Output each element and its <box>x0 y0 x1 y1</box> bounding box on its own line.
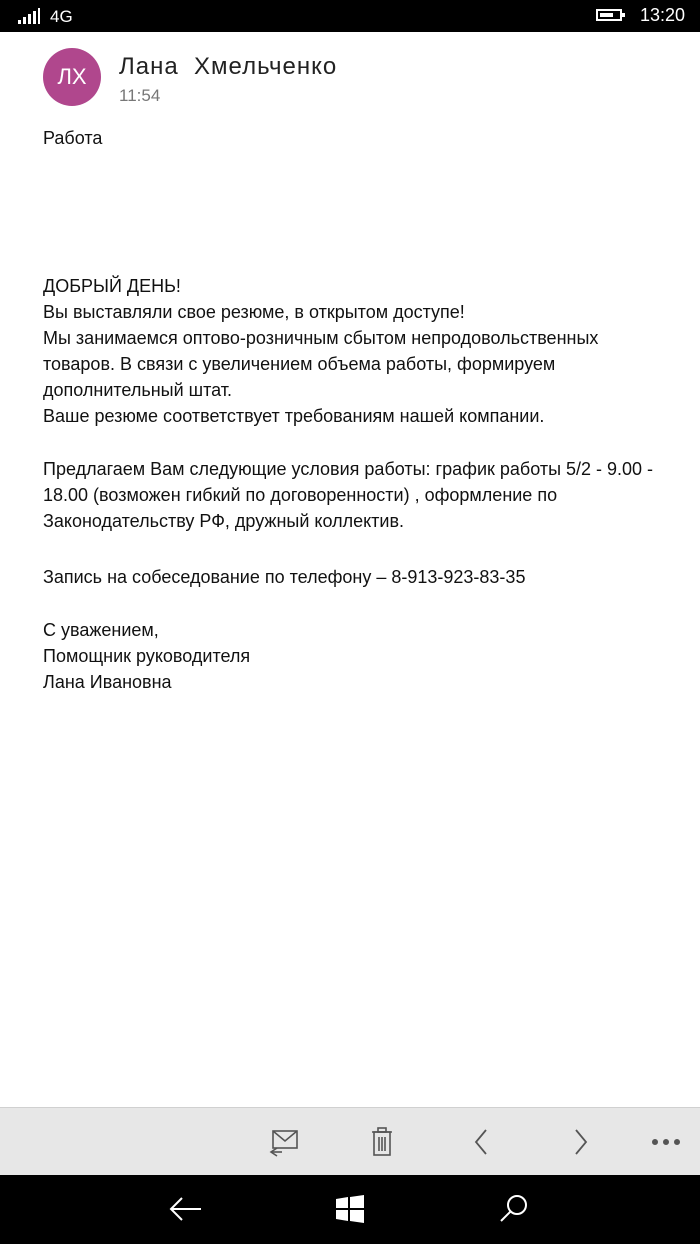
search-icon[interactable] <box>490 1187 538 1231</box>
signal-strength-icon <box>18 8 40 24</box>
body-line: Вы выставляли свое резюме, в открытом доступе! <box>43 302 465 322</box>
body-line: Мы занимаемся оптово-розничным сбытом непродовольственных товаров. В связи с увеличением объема работы, формируем дополнительный штат. <box>43 328 599 400</box>
sent-time: 11:54 <box>119 86 161 105</box>
email-body-offer <box>43 456 668 534</box>
back-icon[interactable] <box>162 1187 210 1231</box>
email-signature <box>43 617 668 695</box>
status-clock: 13:20 <box>640 5 686 25</box>
reply-icon[interactable] <box>262 1120 306 1164</box>
email-body-intro <box>43 273 668 429</box>
windows-start-icon[interactable] <box>326 1187 374 1231</box>
status-bar <box>0 0 700 32</box>
body-line: Ваше резюме соответствует требованиям нашей компании. <box>43 406 545 426</box>
battery-icon <box>596 9 622 21</box>
signature-name: Лана Ивановна <box>43 672 172 692</box>
offer-paragraph: Предлагаем Вам следующие условия работы: график работы 5/2 - 9.00 - 18.00 (возможен гибкий по договоренности) , оформление по Законодательству РФ, дружный коллектив. <box>43 459 654 531</box>
email-subject: Работа <box>43 128 103 148</box>
greeting: ДОБРЫЙ ДЕНЬ! <box>43 276 181 296</box>
previous-icon[interactable] <box>460 1120 504 1164</box>
contact-line[interactable]: Запись на собеседование по телефону – 8-913-923-83-35 <box>43 567 526 587</box>
next-icon[interactable] <box>558 1120 602 1164</box>
sender-avatar[interactable]: ЛХ <box>43 48 101 106</box>
signature-closing: С уважением, <box>43 620 159 640</box>
app-bar <box>0 1107 700 1176</box>
more-icon[interactable] <box>644 1120 688 1164</box>
email-body-contact <box>43 564 668 590</box>
delete-icon[interactable] <box>360 1120 404 1164</box>
navigation-bar <box>0 1175 700 1244</box>
network-type: 4G <box>50 7 73 26</box>
sender-name[interactable]: Лана Хмельченко <box>119 53 338 80</box>
signature-title: Помощник руководителя <box>43 646 251 666</box>
